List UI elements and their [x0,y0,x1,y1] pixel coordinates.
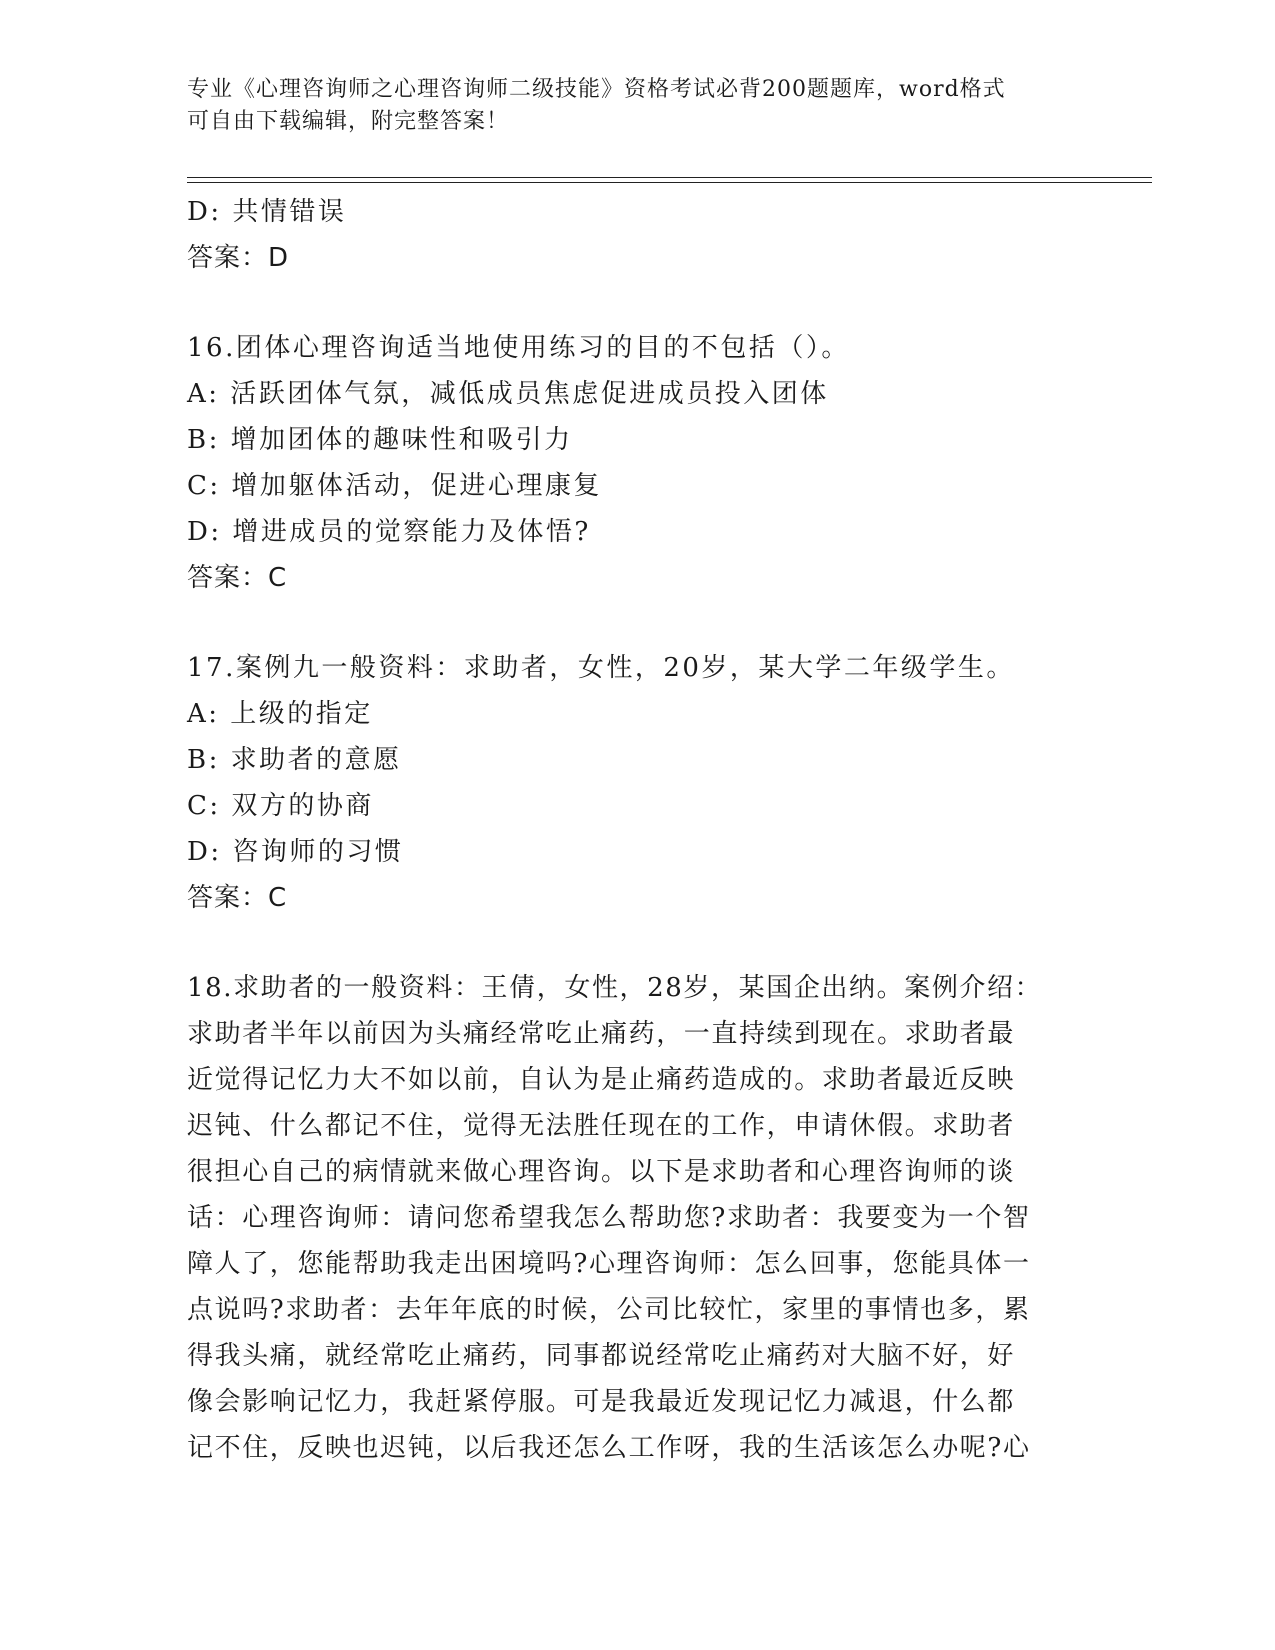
q18-line: 点说吗?求助者：去年年底的时候，公司比较忙，家里的事情也多，累 [187,1295,1031,1325]
header-line-1: 专业《心理咨询师之心理咨询师二级技能》资格考试必背200题题库，word格式 [187,77,1006,102]
q16-option-b: B: 增加团体的趣味性和吸引力 [187,425,573,455]
q17-option-c: C: 双方的协商 [187,791,374,821]
q17-option-b: B: 求助者的意愿 [187,745,402,775]
q17-answer: 答案：C [187,883,288,913]
q17-option-d: D: 咨询师的习惯 [187,837,404,867]
q16-option-a: A: 活跃团体气氛，减低成员焦虑促进成员投入团体 [187,379,829,409]
question-18 [187,965,1087,1471]
header-line-2: 可自由下载编辑，附完整答案！ [187,109,510,134]
q16-answer: 答案：C [187,563,288,593]
question-17 [187,645,1087,921]
q17-question: 17.案例九一般资料：求助者，女性，20岁，某大学二年级学生。 [187,653,1015,683]
q15-option-d: D: 共情错误 [187,197,347,227]
q17-option-a: A: 上级的指定 [187,699,373,729]
q18-line: 像会影响记忆力，我赶紧停服。可是我最近发现记忆力减退，什么都 [187,1387,1016,1417]
question-15-tail [187,189,1087,281]
header-divider-top [187,177,1152,178]
header-divider-bottom [187,182,1152,183]
q18-line: 18.求助者的一般资料：王倩，女性，28岁，某国企出纳。案例介绍： [187,973,1043,1003]
q16-option-c: C: 增加躯体活动，促进心理康复 [187,471,602,501]
q16-question: 16.团体心理咨询适当地使用练习的目的不包括（）。 [187,333,850,363]
q18-line: 记不住，反映也迟钝，以后我还怎么工作呀，我的生活该怎么办呢?心 [187,1433,1031,1463]
q16-option-d: D: 增进成员的觉察能力及体悟? [187,517,591,547]
q18-line: 求助者半年以前因为头痛经常吃止痛药，一直持续到现在。求助者最 [187,1019,1016,1049]
q18-line: 障人了，您能帮助我走出困境吗?心理咨询师：怎么回事，您能具体一 [187,1249,1031,1279]
q18-line: 近觉得记忆力大不如以前，自认为是止痛药造成的。求助者最近反映 [187,1065,1016,1095]
question-16 [187,325,1087,601]
q18-line: 得我头痛，就经常吃止痛药，同事都说经常吃止痛药对大脑不好，好 [187,1341,1016,1371]
q15-answer: 答案：D [187,243,290,273]
q18-line: 迟钝、什么都记不住，觉得无法胜任现在的工作，申请休假。求助者 [187,1111,1016,1141]
q18-line: 很担心自己的病情就来做心理咨询。以下是求助者和心理咨询师的谈 [187,1157,1016,1187]
document-body [187,189,1087,1471]
document-header [187,74,1067,138]
q18-line: 话：心理咨询师：请问您希望我怎么帮助您?求助者：我要变为一个智 [187,1203,1031,1233]
